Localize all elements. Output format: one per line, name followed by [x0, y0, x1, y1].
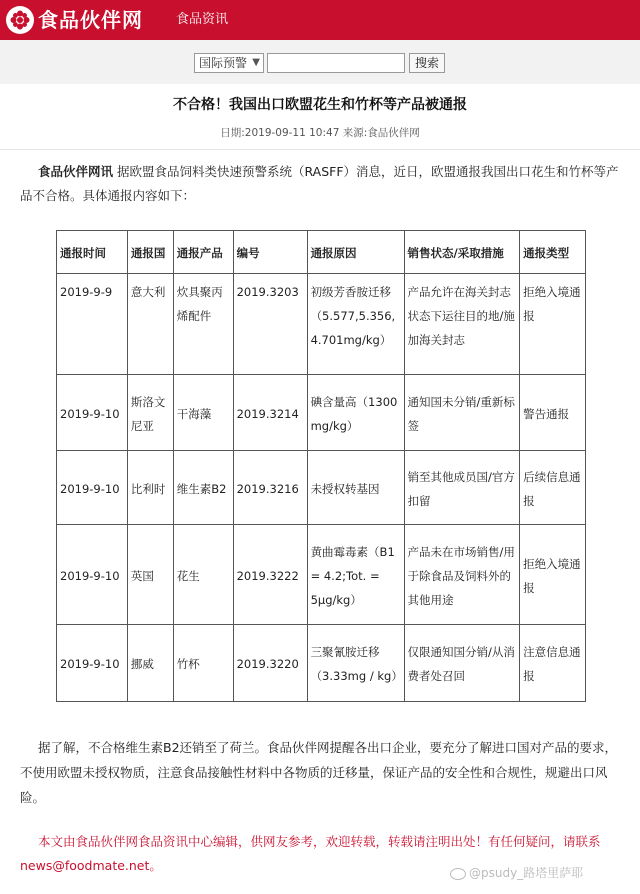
category-select[interactable] [194, 53, 264, 73]
table-row [57, 625, 586, 702]
table-header-cell: 通报国 [127, 231, 173, 274]
table-cell: 注意信息通报 [520, 625, 586, 702]
table-cell: 2019-9-10 [57, 625, 128, 702]
search-bar [0, 40, 640, 84]
table-cell: 三聚氰胺迁移（3.33mg / kg） [307, 625, 404, 702]
table-header-row [57, 231, 586, 274]
table-cell: 初级芳香胺迁移（5.577,5.356, 4.701mg/kg） [307, 274, 404, 375]
table-header-cell: 编号 [233, 231, 307, 274]
table-cell: 斯洛文尼亚 [127, 375, 173, 451]
rasff-table [56, 230, 586, 702]
table-cell: 炊具聚丙烯配件 [173, 274, 233, 375]
intro-source: 食品伙伴网讯 [38, 164, 114, 179]
table-cell: 后续信息通报 [520, 451, 586, 525]
table-cell: 干海藻 [173, 375, 233, 451]
table-cell: 2019.3214 [233, 375, 307, 451]
table-header-cell: 通报时间 [57, 231, 128, 274]
article-intro [20, 160, 624, 208]
table-header-cell: 通报产品 [173, 231, 233, 274]
table-cell: 2019.3220 [233, 625, 307, 702]
article-meta: 日期:2019-09-11 10:47 来源:食品伙伴网 [220, 127, 420, 139]
intro-text: 据欧盟食品饲料类快速预警系统（RASFF）消息，近日，欧盟通报我国出口花生和竹杯等产品不合格。具体通报内容如下： [20, 164, 619, 203]
table-cell: 2019.3216 [233, 451, 307, 525]
table-cell: 未授权转基因 [307, 451, 404, 525]
table-cell: 产品未在市场销售/用于除食品及饲料外的其他用途 [404, 525, 520, 625]
category-select-value: 国际预警 [199, 56, 248, 70]
site-header [0, 0, 640, 40]
logo-text[interactable]: 食品伙伴网 [38, 8, 143, 32]
table-cell: 通知国未分销/重新标签 [404, 375, 520, 451]
nav-food-news-link[interactable]: 食品资讯 [176, 12, 229, 27]
table-cell: 产品允许在海关封志状态下运往目的地/施加海关封志 [404, 274, 520, 375]
table-cell: 2019-9-10 [57, 375, 128, 451]
table-row [57, 274, 586, 375]
table-cell: 2019-9-10 [57, 525, 128, 625]
title-divider [0, 149, 640, 150]
table-row [57, 525, 586, 625]
table-cell: 维生素B2 [173, 451, 233, 525]
search-input[interactable] [267, 53, 405, 73]
table-header-cell: 通报类型 [520, 231, 586, 274]
article-closing: 据了解，不合格维生素B2还销至了荷兰。食品伙伴网提醒各出口企业，要充分了解进口国对产品的要求，不使用欧盟未授权物质，注意食品接触性材料中各物质的迁移量，保证产品的安全性和合规性，规避出口风险。 [20, 740, 618, 805]
table-cell: 2019-9-10 [57, 451, 128, 525]
table-cell: 竹杯 [173, 625, 233, 702]
watermark-text: @psudy_路塔里萨耶 [469, 866, 584, 880]
table-cell: 比利时 [127, 451, 173, 525]
table-cell: 挪威 [127, 625, 173, 702]
article-title: 不合格！我国出口欧盟花生和竹杯等产品被通报 [173, 97, 467, 113]
table-header-cell: 销售状态/采取措施 [404, 231, 520, 274]
table-cell: 销至其他成员国/官方扣留 [404, 451, 520, 525]
table-cell: 意大利 [127, 274, 173, 375]
chevron-down-icon: ▼ [252, 57, 260, 68]
logo-flower-icon[interactable] [6, 6, 34, 34]
table-row [57, 375, 586, 451]
copyright-notice: 本文由食品伙伴网食品资讯中心编辑，供网友参考，欢迎转载，转载请注明出处！有任何疑问，请联系news@foodmate.net。 [20, 834, 601, 873]
table-cell: 英国 [127, 525, 173, 625]
search-button[interactable]: 搜索 [409, 53, 445, 73]
table-cell: 黄曲霉毒素（B1 = 4.2;Tot. = 5μg/kg） [307, 525, 404, 625]
table-cell: 2019.3222 [233, 525, 307, 625]
table-cell: 拒绝入境通报 [520, 525, 586, 625]
table-cell: 2019.3203 [233, 274, 307, 375]
table-row [57, 451, 586, 525]
table-cell: 碘含量高（1300 mg/kg） [307, 375, 404, 451]
table-cell: 仅限通知国分销/从消费者处召回 [404, 625, 520, 702]
table-header-cell: 通报原因 [307, 231, 404, 274]
weibo-watermark [450, 864, 583, 882]
weibo-icon [450, 868, 466, 880]
table-cell: 拒绝入境通报 [520, 274, 586, 375]
table-cell: 2019-9-9 [57, 274, 128, 375]
table-cell: 警告通报 [520, 375, 586, 451]
table-cell: 花生 [173, 525, 233, 625]
